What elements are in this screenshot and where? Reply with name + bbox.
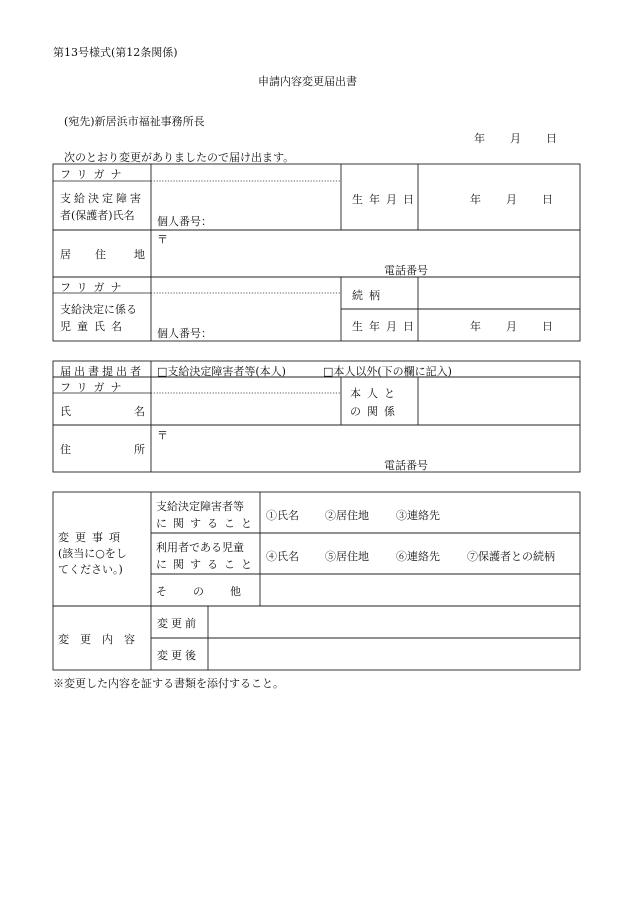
child-birth-month: 月: [506, 320, 517, 333]
date-day-label: 日: [546, 132, 557, 145]
relationship-label: 続柄: [352, 289, 386, 302]
recipient-row-label-line1: 支給決定障害者等: [156, 500, 244, 513]
submitter-option-self-checkbox[interactable]: □支給決定障害者等(本人): [157, 365, 286, 378]
submitter-phone-label: 電話番号: [384, 459, 428, 472]
change-content-label: 変更内容: [58, 633, 146, 646]
residence-label-1: 居: [60, 248, 71, 261]
recipient-personal-number-label: 個人番号：: [157, 215, 212, 228]
recipient-birth-field[interactable]: [419, 165, 579, 229]
child-birth-day: 日: [542, 320, 553, 333]
residence-label-2: 住: [95, 248, 106, 261]
child-name-label-line2: 児童氏名: [60, 320, 128, 333]
recipient-phone-label: 電話番号: [384, 264, 428, 277]
relation-label-line1: 本人と: [350, 387, 401, 400]
change-items-label-line1: 変更事項: [58, 531, 126, 544]
child-personal-number-label: 個人番号：: [157, 327, 212, 340]
submitter-label: 届出書提出者: [60, 365, 144, 378]
addressee: (宛先)新居浜市福祉事務所長: [64, 115, 205, 128]
submitter-address-field[interactable]: [152, 426, 579, 471]
postal-mark-icon: 〒: [157, 233, 168, 246]
child-option-name[interactable]: ④氏名: [266, 550, 299, 563]
submitter-postal-mark-icon: 〒: [157, 429, 168, 442]
submitter-name-label-1: 氏: [60, 405, 71, 418]
relationship-field[interactable]: [419, 278, 579, 308]
child-option-guardian-relation[interactable]: ⑦保護者との続柄: [467, 550, 555, 563]
recipient-option-residence[interactable]: ②居住地: [325, 509, 369, 522]
form-number: 第13号様式(第12条関係): [53, 46, 178, 59]
relation-field[interactable]: [419, 378, 579, 424]
residence-label-3: 地: [134, 248, 145, 261]
change-items-label-line3: てください。): [58, 563, 123, 576]
relation-label-line2: の関係: [350, 405, 401, 418]
child-birth-label: 生年月日: [352, 320, 420, 333]
recipient-furigana-field[interactable]: [152, 164, 340, 180]
recipient-option-contact[interactable]: ③連絡先: [396, 509, 440, 522]
child-birth-field[interactable]: [419, 310, 579, 340]
residence-field[interactable]: [152, 231, 579, 276]
child-furigana-label: フリガナ: [60, 281, 128, 294]
submitter-option-other-checkbox[interactable]: □本人以外(下の欄に記入): [323, 365, 452, 378]
recipient-birth-year: 年: [470, 193, 481, 206]
before-label: 変更前: [157, 617, 199, 630]
before-field[interactable]: [209, 607, 579, 637]
other-field[interactable]: [261, 575, 579, 605]
child-row-label-line1: 利用者である児童: [156, 541, 244, 554]
form-title: 申請内容変更届出書: [258, 75, 357, 88]
intro-text: 次のとおり変更がありましたので届け出ます。: [64, 151, 295, 164]
submitter-name-label-2: 名: [134, 405, 145, 418]
child-option-residence[interactable]: ⑤居住地: [325, 550, 369, 563]
after-label: 変更後: [157, 649, 199, 662]
recipient-furigana-label: フリガナ: [60, 168, 128, 181]
submitter-furigana-label: フリガナ: [60, 381, 128, 394]
attachment-note: ※変更した内容を証する書類を添付すること。: [53, 677, 284, 690]
other-label: その他: [156, 585, 267, 598]
recipient-name-label-line2: 者(保護者)氏名: [60, 209, 135, 222]
submitter-furigana-field[interactable]: [152, 378, 340, 392]
change-items-label-line2: (該当に○をし: [58, 547, 127, 560]
submitter-name-field[interactable]: [152, 394, 340, 424]
date-year-label: 年: [474, 132, 485, 145]
child-name-label-line1: 支給決定に係る: [60, 303, 137, 316]
recipient-option-name[interactable]: ①氏名: [266, 509, 299, 522]
recipient-row-label-line2: に関すること: [156, 517, 258, 530]
date-month-label: 月: [510, 132, 521, 145]
recipient-birth-label: 生年月日: [352, 193, 420, 206]
recipient-name-label-line1: 支給決定障害: [60, 192, 144, 205]
child-row-label-line2: に関すること: [156, 558, 258, 571]
child-birth-year: 年: [470, 320, 481, 333]
recipient-birth-day: 日: [542, 193, 553, 206]
recipient-birth-month: 月: [506, 193, 517, 206]
child-option-contact[interactable]: ⑥連絡先: [396, 550, 440, 563]
submitter-address-label-2: 所: [134, 443, 145, 456]
child-furigana-field[interactable]: [152, 278, 340, 292]
submitter-address-label-1: 住: [60, 443, 71, 456]
after-field[interactable]: [209, 639, 579, 669]
